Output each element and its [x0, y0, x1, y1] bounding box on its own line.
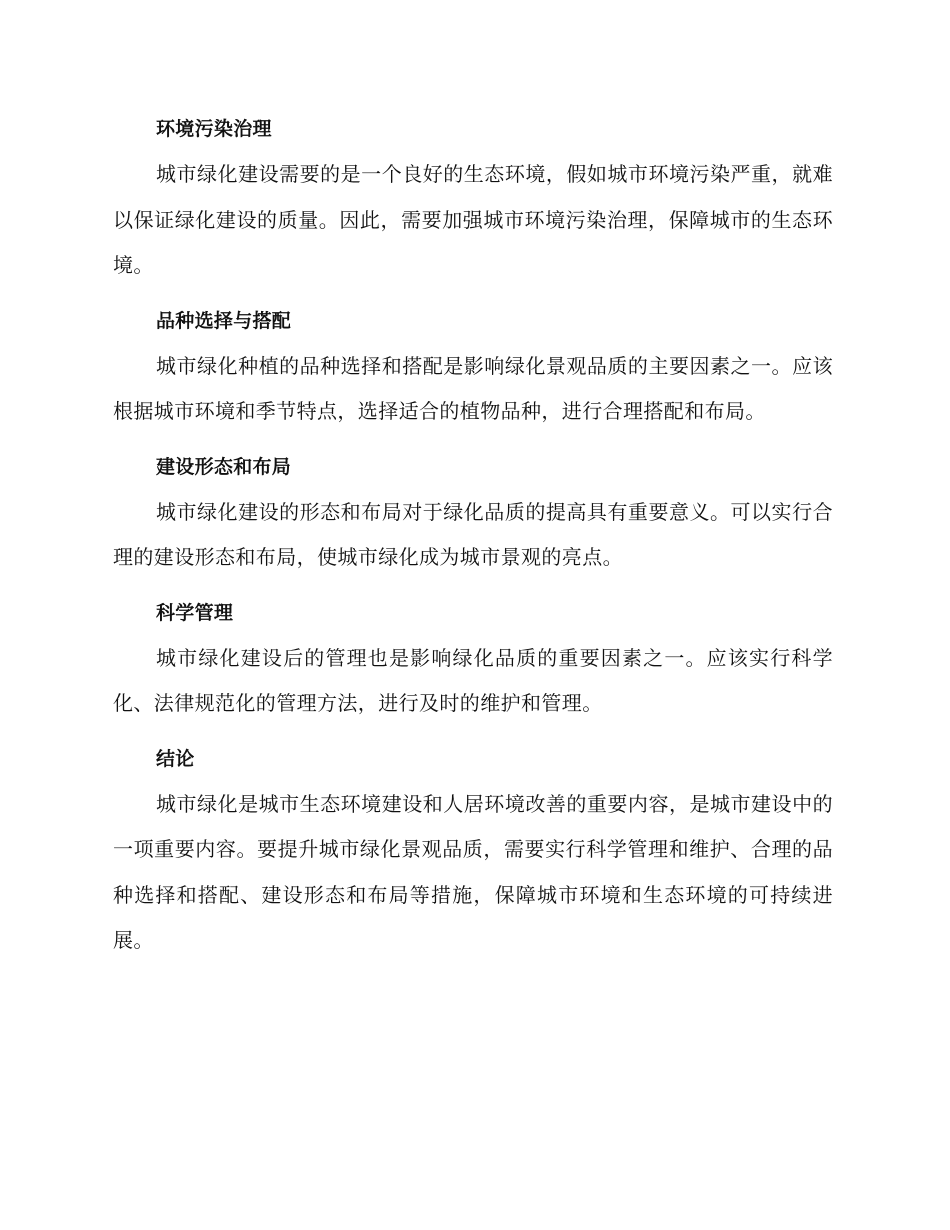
section-paragraph: 城市绿化建设的形态和布局对于绿化品质的提高具有重要意义。可以实行合理的建设形态和布局，使城市绿化成为城市景观的亮点。 [113, 499, 833, 569]
section-heading: 环境污染治理 [156, 118, 272, 140]
section-scientific-management [113, 590, 833, 727]
section-heading: 建设形态和布局 [156, 455, 292, 478]
section-paragraph: 城市绿化是城市生态环境建设和人居环境改善的重要内容，是城市建设中的一项重要内容。要提升城市绿化景观品质，需要实行科学管理和维护、合理的品种选择和搭配、建设形态和布局等措施，保障城市环境和生态环境的可持续进展。 [113, 791, 833, 952]
section-heading: 品种选择与搭配 [156, 309, 292, 332]
document-content [113, 106, 833, 973]
section-species-selection [113, 298, 833, 435]
section-form-layout [113, 444, 833, 581]
section-heading: 结论 [156, 747, 195, 770]
section-conclusion [113, 736, 833, 964]
section-heading: 科学管理 [156, 601, 234, 624]
section-paragraph: 城市绿化建设后的管理也是影响绿化品质的重要因素之一。应该实行科学化、法律规范化的管理方法，进行及时的维护和管理。 [113, 645, 833, 715]
section-paragraph: 城市绿化种植的品种选择和搭配是影响绿化景观品质的主要因素之一。应该根据城市环境和季节特点，选择适合的植物品种，进行合理搭配和布局。 [113, 353, 833, 423]
section-paragraph: 城市绿化建设需要的是一个良好的生态环境，假如城市环境污染严重，就难以保证绿化建设的质量。因此，需要加强城市环境污染治理，保障城市的生态环境。 [113, 162, 833, 277]
section-pollution-control [113, 106, 833, 289]
